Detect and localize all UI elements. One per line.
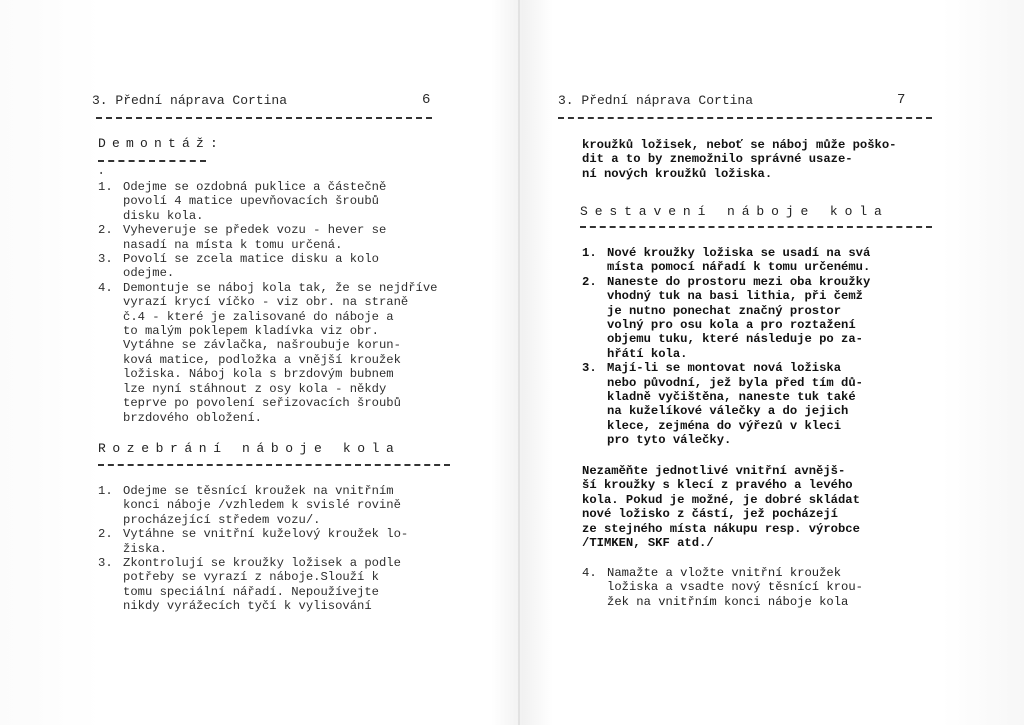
step-line: to malým poklepem kladívka viz obr. [123, 324, 379, 339]
step-item-2 [582, 275, 870, 361]
step-line: Vyheveruje se předek vozu - hever se [123, 223, 387, 238]
step-line: na kuželíkové válečky a do jejich [607, 404, 849, 419]
step-4-list [582, 566, 863, 609]
section-heading-underline [98, 160, 206, 162]
note-paragraph [582, 464, 860, 550]
step-line: tomu speciální nářadí. Nepoužívejte [123, 584, 379, 599]
left-page-number: 6 [422, 92, 431, 108]
step-line: kladně vyčištěna, naneste tuk také [607, 390, 856, 405]
section-heading-sestaveni: Sestavení náboje kola [580, 204, 889, 219]
continuation-paragraph [582, 138, 897, 181]
step-number: 4. [582, 566, 597, 580]
paragraph-line: nové ložisko z částí, jež pocházejí [582, 507, 838, 522]
step-line: disku kola. [123, 208, 204, 223]
step-line: ložiska. Náboj kola s brzdovým bubnem [123, 367, 394, 382]
sestaveni-steps [582, 246, 870, 448]
demontaz-steps [98, 180, 438, 425]
step-item-4 [98, 281, 438, 425]
section-heading-underline [98, 464, 450, 466]
step-line: objemu tuku, které následuje po za- [607, 332, 863, 347]
paragraph-line: kroužků ložisek, neboť se náboj může poško- [582, 138, 897, 152]
paragraph-line: Nezaměňte jednotlivé vnitřní avnějš- [582, 464, 846, 478]
stray-mark: · [97, 166, 106, 182]
step-item-3 [98, 252, 438, 281]
step-line: klece, zejména do výřezů v kleci [607, 418, 842, 433]
step-number: 2. [98, 223, 113, 238]
right-page-header: 3. Přední náprava Cortina [558, 93, 754, 108]
step-line: teprve po povolení seřizovacích šroubů [123, 396, 401, 411]
step-number: 1. [98, 180, 113, 194]
step-number: 3. [98, 252, 113, 267]
section-heading-underline [580, 226, 932, 228]
section-heading-rozebrani: Rozebrání náboje kola [98, 441, 401, 456]
step-number: 1. [582, 246, 597, 260]
step-line: volný pro osu kola a pro roztažení [607, 318, 856, 333]
step-line: ková matice, podložka a vnější kroužek [123, 352, 401, 367]
step-line: odejme. [123, 266, 175, 281]
step-line: žiska. [123, 541, 167, 556]
step-line: hřátí kola. [607, 346, 688, 361]
section-heading-demontaz: Demontáž: [98, 136, 225, 151]
step-number: 3. [582, 361, 597, 376]
step-line: Vytáhne se vnitřní kuželový kroužek lo- [123, 527, 409, 542]
step-line: procházející středem vozu/. [123, 512, 321, 527]
step-line: Nové kroužky ložiska se usadí na svá [607, 246, 871, 260]
step-line: je nutno ponechat značný prostor [607, 303, 842, 318]
step-line: ložiska a vsadte nový těsnící krou- [607, 580, 863, 595]
step-line: Vytáhne se závlačka, našroubuje korun- [123, 338, 401, 353]
step-item-4 [582, 566, 863, 609]
page-fold [518, 0, 520, 725]
step-line: Naneste do prostoru mezi oba kroužky [607, 274, 871, 289]
step-item-2 [98, 527, 408, 556]
rozebrani-steps [98, 484, 408, 614]
step-line: povolí 4 matice upevňovacích šroubů [123, 194, 379, 209]
step-number: 2. [98, 527, 113, 542]
step-item-3 [582, 361, 870, 447]
step-line: Povolí se zcela matice disku a kolo [123, 252, 379, 267]
step-line: pro tyto válečky. [607, 433, 732, 448]
step-item-1 [98, 180, 438, 223]
step-line: Mají-li se montovat nová ložiska [607, 361, 842, 376]
step-line: žek na vnitřním konci náboje kola [607, 594, 849, 609]
step-item-1 [582, 246, 870, 275]
step-number: 2. [582, 274, 597, 289]
paragraph-line: /TIMKEN, SKF atd./ [582, 536, 714, 551]
step-line: nebo původní, jež byla před tím dů- [607, 375, 863, 390]
step-item-1 [98, 484, 408, 527]
right-page [522, 0, 1024, 725]
step-line: Odejme se těsnící kroužek na vnitřním [123, 484, 394, 498]
step-line: místa pomocí nářadí k tomu určenému. [607, 260, 871, 275]
step-number: 4. [98, 280, 113, 295]
left-page-header: 3. Přední náprava Cortina [92, 93, 288, 108]
step-line: vyrazí krycí víčko - viz obr. na straně [123, 295, 409, 310]
step-line: nikdy vyrážecích tyčí k vylisování [123, 599, 372, 614]
header-rule [558, 117, 932, 119]
step-line: Demontuje se náboj kola tak, že se nejdříve [123, 280, 438, 295]
step-line: Odejme se ozdobná puklice a částečně [123, 180, 387, 194]
header-rule [96, 117, 432, 119]
step-line: Zkontrolují se kroužky ložisek a podle [123, 556, 401, 571]
right-page-number: 7 [897, 92, 906, 108]
step-line: Namažte a vložte vnitřní kroužek [607, 566, 842, 580]
step-line: nasadí na místa k tomu určená. [123, 237, 343, 252]
paragraph-line: kola. Pokud je možné, je dobré skládat [582, 492, 860, 507]
step-line: vhodný tuk na basi lithia, při čemž [607, 289, 863, 304]
paragraph-line: dit a to by znemožnilo správné usaze- [582, 152, 853, 167]
step-line: potřeby se vyrazí z náboje.Slouží k [123, 570, 379, 585]
step-line: lze nyní stáhnout z osy kola - někdy [123, 381, 387, 396]
paragraph-line: ší kroužky s klecí z pravého a levého [582, 478, 853, 493]
step-line: konci náboje /vzhledem k svislé rovině [123, 498, 401, 513]
step-line: brzdového obložení. [123, 410, 262, 425]
step-number: 3. [98, 556, 113, 571]
paragraph-line: ní nových kroužků ložiska. [582, 166, 773, 181]
step-item-2 [98, 223, 438, 252]
step-number: 1. [98, 484, 113, 498]
paragraph-line: ze stejného místa nákupu resp. výrobce [582, 521, 860, 536]
step-item-3 [98, 556, 408, 614]
step-line: č.4 - které je zalisované do náboje a [123, 309, 394, 324]
